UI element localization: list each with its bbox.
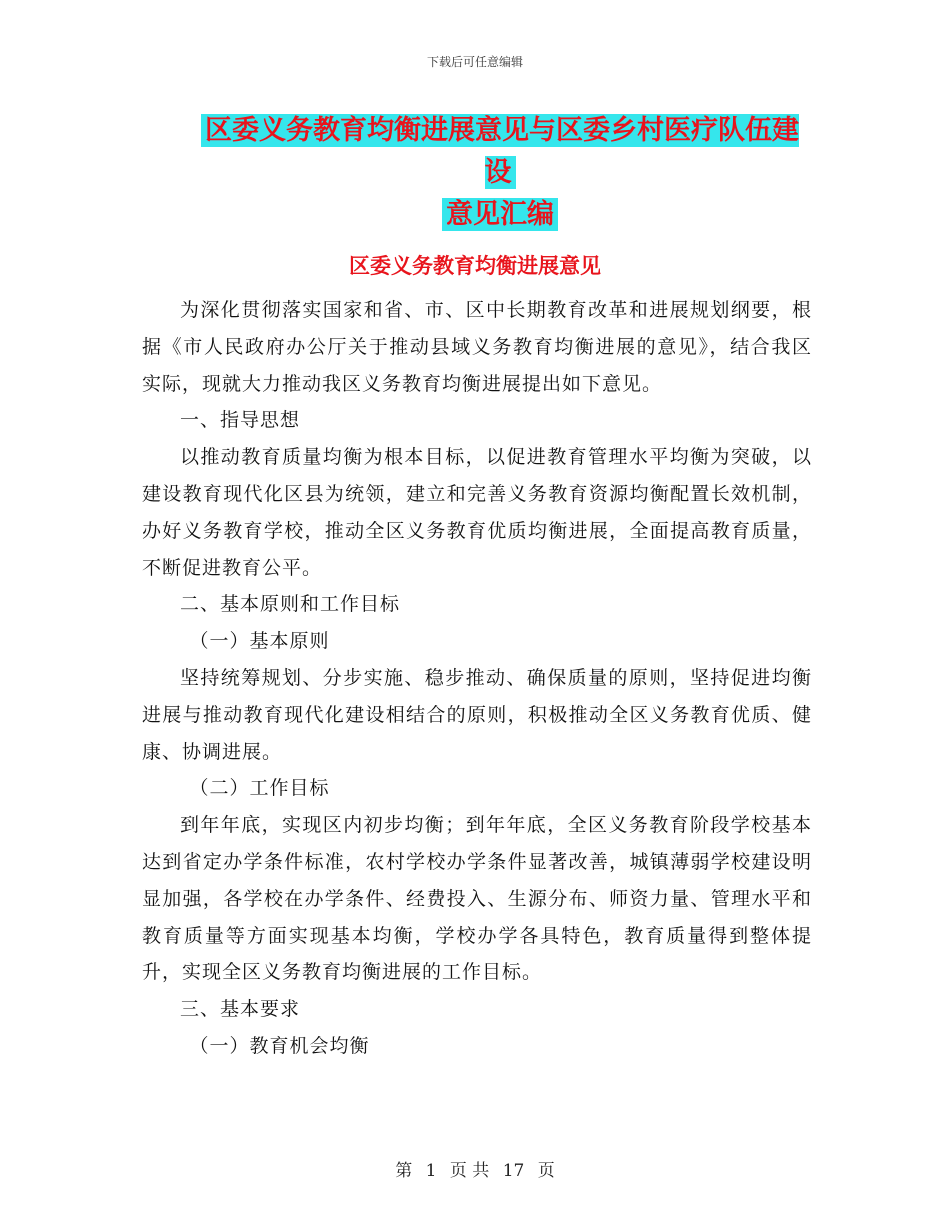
heading-guiding-ideology: 一、指导思想 (180, 409, 301, 432)
header-note: 下载后可任意编辑 (426, 55, 523, 69)
heading-basic-requirements: 三、基本要求 (180, 998, 301, 1021)
title-line-1: 区委义务教育均衡进展意见与区委乡村医疗队伍建设 (201, 114, 799, 189)
footer-prefix: 第 (395, 1161, 413, 1181)
footer-mid: 页 共 (449, 1161, 490, 1181)
page-footer (0, 1156, 950, 1181)
paragraph-intro: 为深化贯彻落实国家和省、市、区中长期教育改革和进展规划纲要，根据《市人民政府办公厅关于推动县域义务教育均衡进展的意见》，结合我区实际，现就大力推动我区义务教育均衡进展提出如下意见。 (142, 299, 812, 395)
document-title (190, 110, 810, 236)
title-line-2: 意见汇编 (442, 198, 558, 231)
footer-suffix: 页 (537, 1161, 555, 1181)
subheading-work-goals: （二）工作目标 (189, 777, 330, 800)
document-body (142, 292, 812, 1065)
paragraph-basic-principles: 坚持统筹规划、分步实施、稳步推动、确保质量的原则，坚持促进均衡进展与推动教育现代化建设相结合的原则，积极推动全区义务教育优质、健康、协调进展。 (142, 666, 812, 763)
heading-principles-goals: 二、基本原则和工作目标 (180, 593, 401, 616)
page-total: 17 (502, 1161, 525, 1181)
subheading-opportunity-balance: （一）教育机会均衡 (189, 1034, 370, 1057)
subheading-basic-principles: （一）基本原则 (189, 630, 330, 653)
section-title: 区委义务教育均衡进展意见 (349, 254, 601, 278)
paragraph-guiding-ideology: 以推动教育质量均衡为根本目标，以促进教育管理水平均衡为突破，以建设教育现代化区县为统领，建立和完善义务教育资源均衡配置长效机制，办好义务教育学校，推动全区义务教育优质均衡进展，全面提高教育质量，不断促进教育公平。 (142, 446, 812, 579)
page-number: 1 (425, 1161, 437, 1181)
paragraph-work-goals: 到年年底，实现区内初步均衡；到年年底，全区义务教育阶段学校基本达到省定办学条件标准，农村学校办学条件显著改善，城镇薄弱学校建设明显加强，各学校在办学条件、经费投入、生源分布、师资力量、管理水平和教育质量等方面实现基本均衡，学校办学各具特色，教育质量得到整体提升，实现全区义务教育均衡进展的工作目标。 (142, 814, 812, 984)
